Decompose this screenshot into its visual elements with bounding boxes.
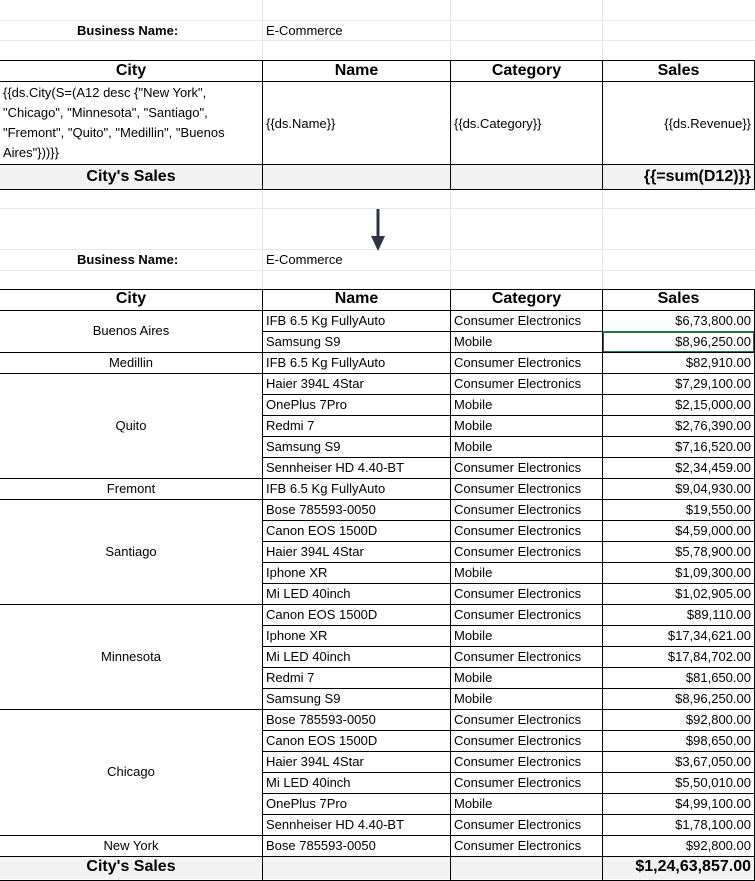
category-cell[interactable]: Consumer Electronics: [454, 523, 582, 538]
total-label: City's Sales: [86, 858, 176, 875]
selected-cell-outline: [602, 331, 755, 353]
city-formula-line[interactable]: {{ds.City(S=(A12 desc {"New York",: [3, 85, 207, 100]
name-formula[interactable]: {{ds.Name}}: [266, 116, 336, 131]
name-cell[interactable]: Bose 785593-0050: [266, 838, 376, 853]
table-border: [262, 814, 755, 815]
business-name-value[interactable]: E-Commerce: [266, 252, 343, 267]
header-sales[interactable]: Sales: [657, 62, 700, 79]
name-cell[interactable]: Samsung S9: [266, 439, 341, 454]
name-cell[interactable]: Haier 394L 4Star: [266, 376, 364, 391]
name-cell[interactable]: Haier 394L 4Star: [266, 544, 364, 559]
name-cell[interactable]: Canon EOS 1500D: [266, 733, 378, 748]
sales-cell[interactable]: $17,34,621.00: [667, 628, 751, 643]
category-cell[interactable]: Consumer Electronics: [454, 817, 582, 832]
table-border: [0, 81, 755, 82]
name-cell[interactable]: Mi LED 40inch: [266, 586, 351, 601]
row-gridline: [0, 270, 755, 271]
category-cell[interactable]: Mobile: [454, 334, 493, 349]
name-cell[interactable]: Iphone XR: [266, 628, 328, 643]
category-cell[interactable]: Consumer Electronics: [454, 607, 582, 622]
city-cell[interactable]: Buenos Aires: [92, 323, 170, 338]
category-cell[interactable]: Consumer Electronics: [454, 376, 582, 391]
table-border: [0, 310, 755, 311]
sales-cell[interactable]: $2,15,000.00: [675, 397, 751, 412]
sales-cell[interactable]: $19,550.00: [685, 502, 751, 517]
city-formula-line[interactable]: Aires"}))}}: [3, 145, 59, 160]
total-formula[interactable]: {{=sum(D12)}}: [643, 168, 751, 185]
sales-cell[interactable]: $4,59,000.00: [675, 523, 751, 538]
table-border: [262, 646, 755, 647]
header-category[interactable]: Category: [491, 62, 562, 79]
sales-cell[interactable]: $82,910.00: [685, 355, 751, 370]
sales-cell[interactable]: $17,84,702.00: [667, 649, 751, 664]
name-cell[interactable]: Sennheiser HD 4.40-BT: [266, 817, 405, 832]
sales-cell[interactable]: $8,96,250.00: [675, 691, 751, 706]
name-cell[interactable]: Bose 785593-0050: [266, 712, 376, 727]
sales-cell[interactable]: $5,78,900.00: [675, 544, 751, 559]
sales-cell[interactable]: $9,04,930.00: [675, 481, 751, 496]
table-border: [262, 751, 755, 752]
city-cell[interactable]: Medillin: [108, 354, 154, 370]
name-cell[interactable]: Canon EOS 1500D: [266, 607, 378, 622]
business-name-value[interactable]: E-Commerce: [266, 23, 343, 38]
name-cell[interactable]: Canon EOS 1500D: [266, 523, 378, 538]
name-cell[interactable]: Redmi 7: [266, 418, 315, 433]
sales-cell[interactable]: $4,99,100.00: [675, 796, 751, 811]
table-border: [262, 583, 755, 584]
arrow-down-icon: [368, 209, 388, 253]
category-cell[interactable]: Mobile: [454, 397, 493, 412]
table-border: [262, 394, 755, 395]
name-cell[interactable]: OnePlus 7Pro: [266, 796, 347, 811]
city-formula-line[interactable]: "Fremont", "Quito", "Medillin", "Buenos: [3, 125, 225, 140]
table-border: [0, 709, 755, 710]
category-cell[interactable]: Consumer Electronics: [454, 502, 582, 517]
name-cell[interactable]: Haier 394L 4Star: [266, 754, 364, 769]
sales-cell[interactable]: $7,16,520.00: [675, 439, 751, 454]
table-border: [0, 604, 755, 605]
category-formula[interactable]: {{ds.Category}}: [454, 116, 542, 131]
sales-cell[interactable]: $92,800.00: [685, 838, 751, 853]
category-cell[interactable]: Mobile: [454, 628, 493, 643]
table-border: [262, 730, 755, 731]
name-cell[interactable]: IFB 6.5 Kg FullyAuto: [266, 481, 386, 496]
category-cell[interactable]: Consumer Electronics: [454, 775, 582, 790]
name-cell[interactable]: OnePlus 7Pro: [266, 397, 347, 412]
table-border: [262, 289, 263, 881]
table-border: [0, 189, 755, 190]
category-cell[interactable]: Mobile: [454, 418, 493, 433]
header-category[interactable]: Category: [491, 290, 562, 307]
sales-cell[interactable]: $3,67,050.00: [675, 754, 751, 769]
table-border: [262, 688, 755, 689]
sales-cell[interactable]: $7,29,100.00: [675, 376, 751, 391]
name-cell[interactable]: Mi LED 40inch: [266, 649, 351, 664]
sales-cell[interactable]: $2,34,459.00: [675, 460, 751, 475]
name-cell[interactable]: Samsung S9: [266, 334, 341, 349]
table-border: [262, 667, 755, 668]
table-border: [262, 436, 755, 437]
category-cell[interactable]: Consumer Electronics: [454, 838, 582, 853]
sales-cell[interactable]: $92,800.00: [685, 712, 751, 727]
sales-cell[interactable]: $98,650.00: [685, 733, 751, 748]
table-border: [0, 499, 755, 500]
table-border: [262, 415, 755, 416]
category-cell[interactable]: Mobile: [454, 691, 493, 706]
header-name[interactable]: Name: [334, 290, 379, 307]
sales-cell[interactable]: $2,76,390.00: [675, 418, 751, 433]
sales-formula[interactable]: {{ds.Revenue}}: [664, 116, 751, 131]
name-cell[interactable]: Bose 785593-0050: [266, 502, 376, 517]
header-name[interactable]: Name: [334, 62, 379, 79]
table-border: [450, 289, 451, 881]
sales-cell[interactable]: $5,50,010.00: [675, 775, 751, 790]
table-border: [262, 625, 755, 626]
category-cell[interactable]: Consumer Electronics: [454, 313, 582, 328]
category-cell[interactable]: Mobile: [454, 796, 493, 811]
category-cell[interactable]: Consumer Electronics: [454, 754, 582, 769]
table-border: [262, 457, 755, 458]
category-cell[interactable]: Mobile: [454, 439, 493, 454]
total-value[interactable]: $1,24,63,857.00: [635, 858, 751, 875]
header-sales[interactable]: Sales: [657, 290, 700, 307]
category-cell[interactable]: Consumer Electronics: [454, 733, 582, 748]
name-cell[interactable]: IFB 6.5 Kg FullyAuto: [266, 313, 386, 328]
category-cell[interactable]: Consumer Electronics: [454, 460, 582, 475]
table-border: [262, 793, 755, 794]
city-cell[interactable]: Fremont: [106, 480, 156, 496]
header-city[interactable]: City: [115, 290, 147, 307]
category-cell[interactable]: Consumer Electronics: [454, 649, 582, 664]
name-cell[interactable]: Redmi 7: [266, 670, 315, 685]
city-formula-line[interactable]: "Chicago", "Minnesota", "Santiago",: [3, 105, 208, 120]
row-gridline: [0, 20, 755, 21]
sales-cell[interactable]: $6,73,800.00: [675, 313, 751, 328]
table-border: [262, 520, 755, 521]
name-cell[interactable]: Mi LED 40inch: [266, 775, 351, 790]
category-cell[interactable]: Consumer Electronics: [454, 355, 582, 370]
name-cell[interactable]: Sennheiser HD 4.40-BT: [266, 460, 405, 475]
sales-cell[interactable]: $89,110.00: [686, 607, 751, 622]
sales-cell[interactable]: $1,02,905.00: [675, 586, 751, 601]
total-label: City's Sales: [86, 168, 176, 185]
row-gridline: [0, 40, 755, 41]
business-name-label: Business Name:: [77, 252, 179, 267]
header-city[interactable]: City: [115, 62, 147, 79]
category-cell[interactable]: Consumer Electronics: [454, 481, 582, 496]
city-cell[interactable]: Quito: [115, 417, 147, 433]
table-border: [262, 541, 755, 542]
table-border: [0, 373, 755, 374]
sales-cell[interactable]: $8,96,250.00: [675, 334, 751, 349]
city-cell[interactable]: New York: [103, 837, 159, 853]
city-cell[interactable]: Santiago: [105, 543, 157, 559]
category-cell[interactable]: Consumer Electronics: [454, 544, 582, 559]
table-border: [602, 289, 603, 881]
table-border: [262, 772, 755, 773]
category-cell[interactable]: Consumer Electronics: [454, 586, 582, 601]
sales-cell[interactable]: $1,78,100.00: [675, 817, 751, 832]
category-cell[interactable]: Consumer Electronics: [454, 712, 582, 727]
table-border: [262, 562, 755, 563]
table-border: [0, 60, 755, 61]
sales-cell[interactable]: $1,09,300.00: [675, 565, 751, 580]
business-name-label: Business Name:: [77, 23, 179, 38]
name-cell[interactable]: Iphone XR: [266, 565, 328, 580]
category-cell[interactable]: Mobile: [454, 565, 493, 580]
city-cell[interactable]: Chicago: [107, 764, 155, 779]
city-cell[interactable]: Minnesota: [101, 648, 161, 664]
name-cell[interactable]: Samsung S9: [266, 691, 341, 706]
sales-cell[interactable]: $81,650.00: [685, 670, 751, 685]
name-cell[interactable]: IFB 6.5 Kg FullyAuto: [266, 355, 386, 370]
category-cell[interactable]: Mobile: [454, 670, 493, 685]
